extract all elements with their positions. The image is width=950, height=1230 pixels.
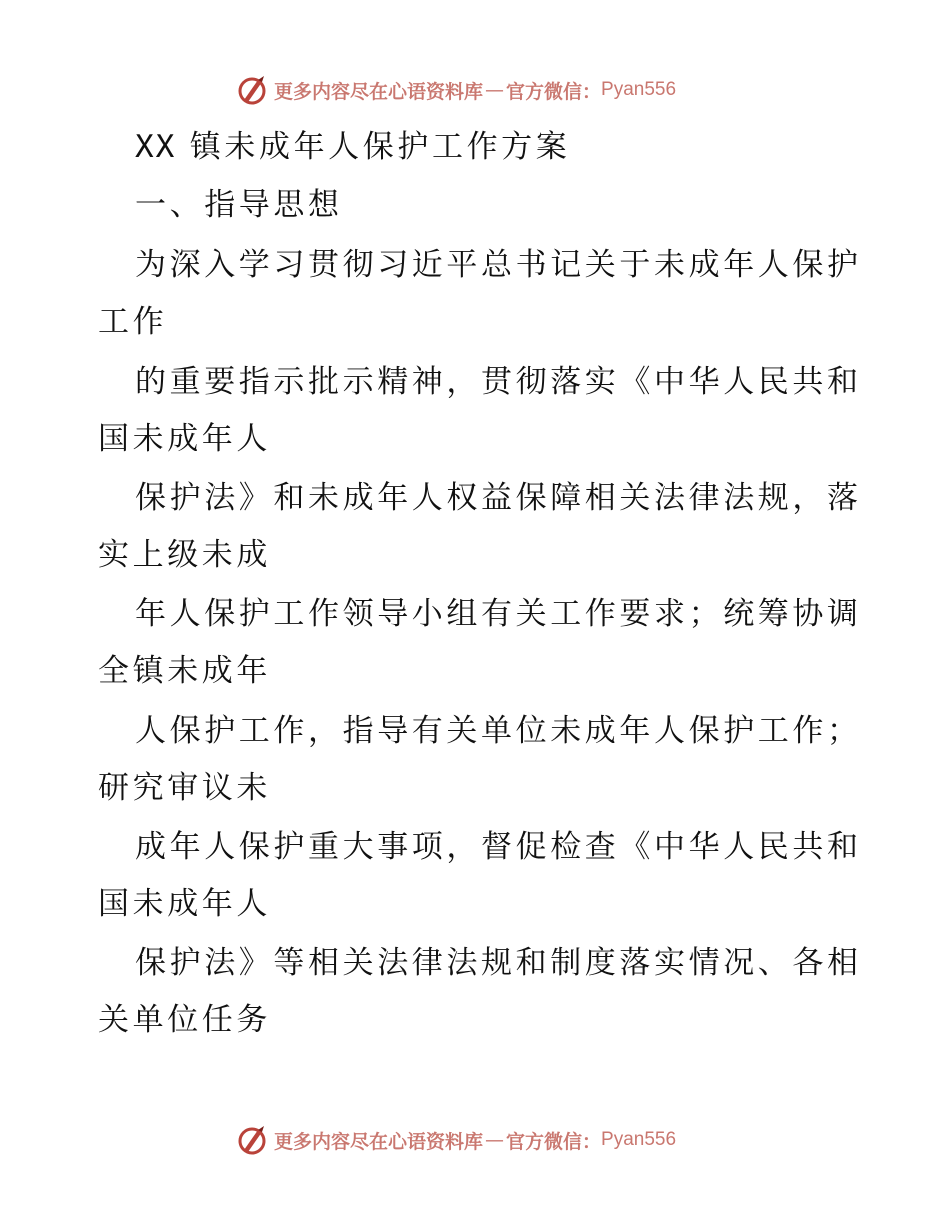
paragraph-line: 保护法》和未成年人权益保障相关法律法规，落 (135, 480, 862, 516)
paragraph-line: 年人保护工作领导小组有关工作要求；统筹协调 (135, 596, 862, 632)
title-text: 镇未成年人保护工作方案 (176, 129, 571, 165)
paragraph-line: 全镇未成年 (98, 653, 271, 689)
paragraph-line: 人保护工作，指导有关单位未成年人保护工作； (135, 713, 862, 749)
paragraph-line: 成年人保护重大事项，督促检查《中华人民共和 (135, 829, 862, 865)
watermark-wechat-label: 官方微信： (506, 80, 602, 103)
quill-pen-logo-icon (236, 1124, 268, 1156)
paragraph-line: 为深入学习贯彻习近平总书记关于未成年人保护 (135, 247, 862, 283)
quill-pen-logo-icon (236, 74, 268, 106)
paragraph-line: 的重要指示批示精神，贯彻落实《中华人民共和 (135, 364, 862, 400)
watermark-dash: — (485, 79, 505, 101)
paragraph-line: 研究审议未 (98, 770, 271, 806)
header-watermark (236, 72, 676, 108)
watermark-wechat-id: Pyan556 (601, 79, 677, 100)
watermark-dash: — (485, 1129, 505, 1151)
paragraph-line: 实上级未成 (98, 537, 271, 573)
title-prefix: XX (135, 129, 177, 165)
paragraph-line: 国未成年人 (98, 886, 271, 922)
document-title (135, 127, 570, 167)
watermark-wechat-label: 官方微信： (506, 1130, 602, 1153)
watermark-text: 更多内容尽在心语资料库 (274, 80, 484, 103)
paragraph-line: 保护法》等相关法律法规和制度落实情况、各相 (135, 945, 862, 981)
footer-watermark (236, 1122, 676, 1158)
section-heading: 一、指导思想 (135, 187, 343, 223)
paragraph-line: 工作 (98, 304, 168, 340)
watermark-wechat-id: Pyan556 (601, 1129, 677, 1150)
watermark-text: 更多内容尽在心语资料库 (274, 1130, 484, 1153)
paragraph-line: 国未成年人 (98, 421, 271, 457)
paragraph-line: 关单位任务 (98, 1002, 271, 1038)
